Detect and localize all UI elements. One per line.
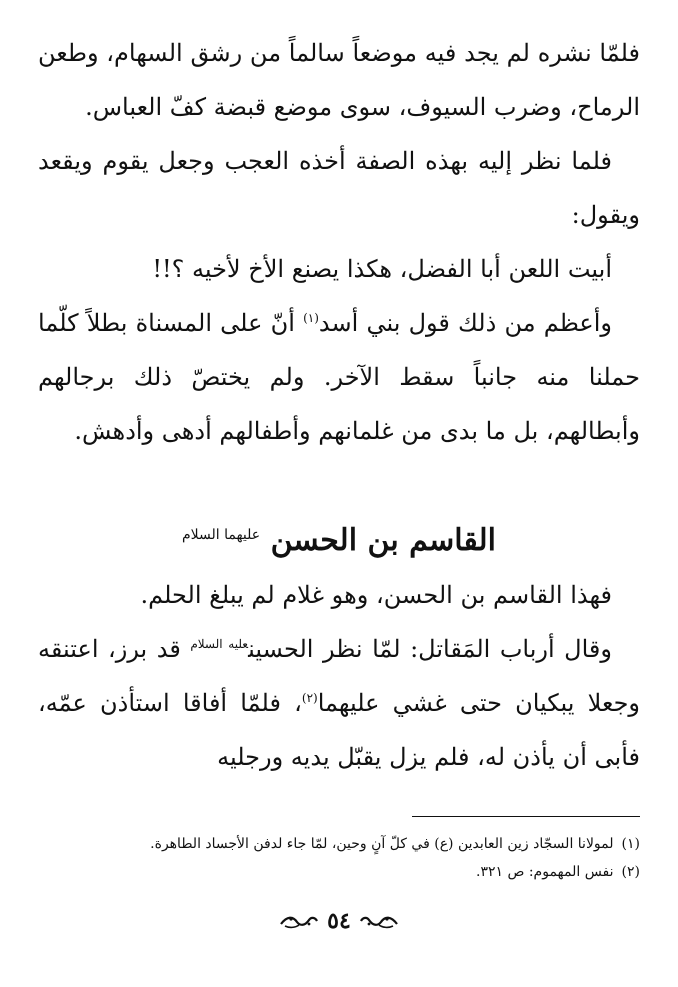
paragraph-6-middle: قد برز، اعتنقه وجعلا يبكيان حتى غشي عليهما [38, 635, 641, 717]
section-heading [38, 507, 640, 569]
footnote-text: لمولانا السجّاد زين العابدين (ع) في كلّ آنٍ وحين، لمّا جاء لدفن الأجساد الطاهرة. [150, 836, 614, 852]
floral-ornament-icon [279, 912, 319, 930]
section-text-block [38, 568, 640, 784]
footnote-divider [412, 816, 640, 817]
honorific-inline: عليه السلام [190, 637, 249, 651]
footnote-number: (١) [621, 836, 640, 852]
section-title: القاسم بن الحسن [270, 523, 497, 558]
honorific-mark: عليهما السلام [181, 527, 261, 543]
paragraph-1: فلمّا نشره لم يجد فيه موضعاً سالماً من رشق السهام، وطعن الرماح، وضرب السيوف، سوى موضع قبضة كفّ العباس. [38, 39, 640, 121]
footnote-1 [38, 830, 640, 858]
footnote-2 [38, 858, 640, 886]
paragraph-4-start: وأعظم من ذلك قول بني أسد [318, 309, 612, 337]
floral-ornament-icon [359, 912, 399, 930]
paragraph-2: فلما نظر إليه بهذه الصفة أخذه العجب وجعل يقوم ويقعد ويقول: [38, 147, 640, 229]
paragraph-5: فهذا القاسم بن الحسن، وهو غلام لم يبلغ الحلم. [140, 581, 612, 609]
paragraph-3: أبيت اللعن أبا الفضل، هكذا يصنع الأخ لأخيه ؟!! [152, 255, 612, 283]
paragraph-4 [38, 296, 640, 458]
footnote-number: (٢) [621, 864, 640, 880]
page-number-block [0, 908, 678, 934]
paragraph-6 [38, 622, 640, 784]
footnote-text: نفس المهموم: ص ٣٢١. [475, 864, 614, 880]
footnotes-block [38, 830, 640, 886]
footnote-ref-2: (٢) [301, 691, 318, 705]
page-number: ٥٤ [327, 908, 351, 934]
footnote-ref-1: (١) [303, 311, 319, 325]
paragraph-4-rest: أنّ على المسناة بطلاً كلّما حملنا منه جانباً سقط الآخر. ولم يختصّ ذلك برجالهم وأبطالهم، بل ما بدى من غلمانهم وأطفالهم أدهى وأدهش. [38, 309, 640, 445]
main-text-block [38, 26, 640, 458]
paragraph-6-end: ، فلمّا أفاقا استأذن عمّه، فأبى أن يأذن له، فلم يزل يقبّل يديه ورجليه [38, 689, 640, 771]
paragraph-6-start: وقال أرباب المَقاتل: لمّا نظر الحسين [248, 635, 612, 663]
